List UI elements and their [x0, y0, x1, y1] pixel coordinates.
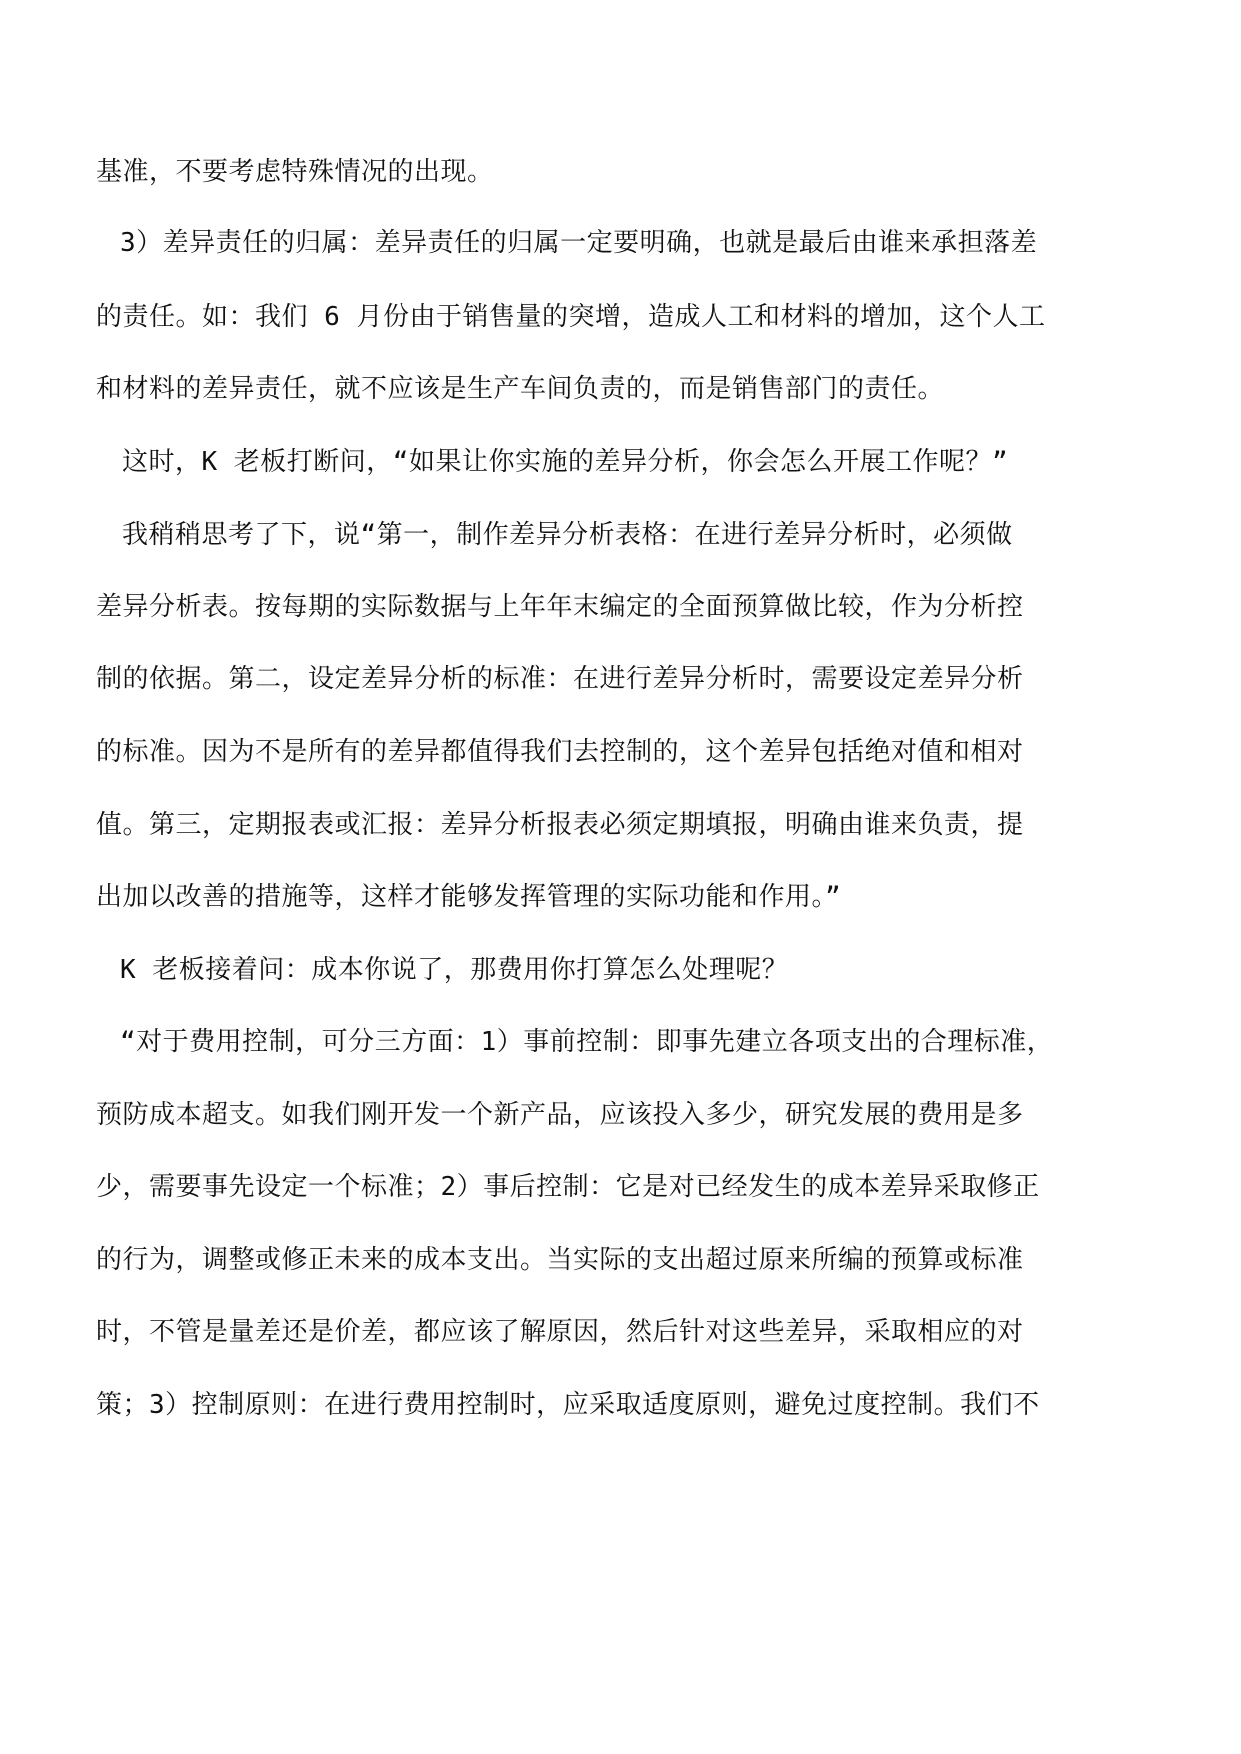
text-line-14: 预防成本超支。如我们刚开发一个新产品，应该投入多少，研究发展的费用是多 — [96, 1100, 1024, 1130]
text-line-15: 少，需要事先设定一个标准；2）事后控制：它是对已经发生的成本差异采取修正 — [96, 1172, 1040, 1202]
text-line-13: “对于费用控制，可分三方面：1）事前控制：即事先建立各项支出的合理标准， — [120, 1027, 1054, 1057]
text-line-2: 3）差异责任的归属：差异责任的归属一定要明确，也就是最后由谁来承担落差 — [120, 228, 1038, 258]
text-line-12: K 老板接着问：成本你说了，那费用你打算怎么处理呢？ — [120, 955, 789, 985]
text-line-17: 时，不管是量差还是价差，都应该了解原因，然后针对这些差异，采取相应的对 — [96, 1317, 1024, 1347]
text-line-4: 和材料的差异责任，就不应该是生产车间负责的，而是销售部门的责任。 — [96, 374, 945, 404]
text-line-11: 出加以改善的措施等，这样才能够发挥管理的实际功能和作用。” — [96, 882, 842, 912]
text-line-1: 基准，不要考虑特殊情况的出现。 — [96, 157, 494, 187]
text-line-18: 策；3）控制原则：在进行费用控制时，应采取适度原则，避免过度控制。我们不 — [96, 1390, 1040, 1420]
text-line-16: 的行为，调整或修正未来的成本支出。当实际的支出超过原来所编的预算或标准 — [96, 1245, 1024, 1275]
text-line-3: 的责任。如：我们 6 月份由于销售量的突增，造成人工和材料的增加，这个人工 — [96, 302, 1046, 332]
text-line-5: 这时，K 老板打断问，“如果让你实施的差异分析，你会怎么开展工作呢？” — [122, 447, 1009, 477]
text-line-10: 值。第三，定期报表或汇报：差异分析报表必须定期填报，明确由谁来负责，提 — [96, 810, 1024, 840]
text-line-6: 我稍稍思考了下，说“第一，制作差异分析表格：在进行差异分析时，必须做 — [122, 520, 1013, 550]
text-line-8: 制的依据。第二，设定差异分析的标准：在进行差异分析时，需要设定差异分析 — [96, 664, 1024, 694]
text-line-9: 的标准。因为不是所有的差异都值得我们去控制的，这个差异包括绝对值和相对 — [96, 737, 1024, 767]
text-line-7: 差异分析表。按每期的实际数据与上年年末编定的全面预算做比较，作为分析控 — [96, 592, 1024, 622]
